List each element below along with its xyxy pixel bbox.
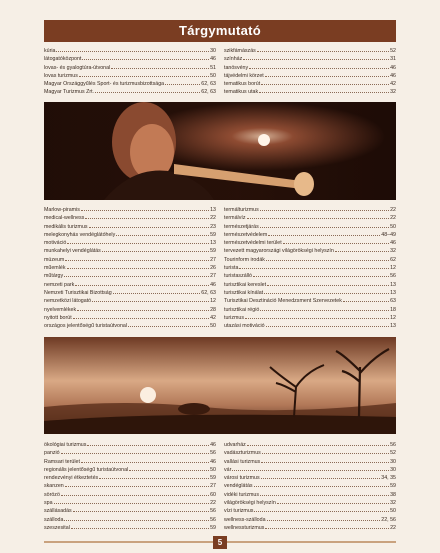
index-page-ref: 56 (390, 442, 396, 448)
index-page-ref: 23 (210, 223, 216, 230)
index-term: szeszesital (44, 524, 70, 531)
index-entry (224, 280, 396, 288)
index-page-ref: 31 (390, 56, 396, 63)
dot-leader (99, 473, 209, 479)
index-entry (224, 213, 396, 221)
index-entry (224, 271, 396, 279)
index-page-ref: 28 (210, 306, 216, 313)
dot-leader (67, 238, 209, 244)
index-term: ökológiai turizmus (44, 442, 87, 448)
index-entry (44, 465, 216, 473)
index-page-ref: 32 (390, 248, 396, 255)
index-entry (44, 71, 216, 79)
page-title: Tárgymutató (44, 20, 396, 42)
index-entry (44, 440, 216, 448)
index-term: természetvédelmi terület (224, 240, 282, 247)
dot-leader (87, 440, 209, 446)
index-term: spa (44, 500, 53, 507)
index-page-ref: 34, 35 (381, 475, 396, 482)
index-page-ref: 42 (210, 314, 216, 321)
index-entry (224, 230, 396, 238)
index-term: Turisztikai Desztináció Menedzsment Szervezetek (224, 298, 342, 305)
index-term: nemzeti park (44, 281, 75, 288)
index-term: tájvédelmi körzet (224, 72, 264, 79)
dot-leader (73, 313, 209, 319)
dot-leader (254, 481, 390, 487)
index-page-ref: 62, 63 (201, 89, 216, 96)
index-entry (44, 457, 216, 465)
index-term: színház (224, 56, 243, 63)
dot-leader (260, 490, 389, 496)
dot-leader (261, 457, 389, 463)
dot-leader (65, 255, 209, 261)
index-page-ref: 46 (390, 240, 396, 247)
dot-leader (239, 263, 389, 269)
index-term: műtárgy (44, 273, 64, 280)
index-entry (44, 280, 216, 288)
dot-leader (261, 79, 389, 85)
index-page-ref: 26 (210, 265, 216, 272)
index-entry (44, 321, 216, 329)
index-term: tervezett magyarországi világörökségi helyszín (224, 248, 334, 255)
dot-leader (95, 87, 200, 93)
index-page-ref: 22, 56 (381, 516, 396, 523)
index-page-ref: 56 (390, 273, 396, 280)
index-entry (224, 54, 396, 62)
index-page-ref: 60 (210, 491, 216, 498)
index-entry (44, 205, 216, 213)
index-term: Tourinform irodák (224, 256, 265, 263)
dot-leader (260, 305, 389, 311)
index-page-ref: 13 (210, 240, 216, 247)
trumpet-player-photo (44, 102, 396, 200)
index-entry (224, 506, 396, 514)
index-page-ref: 46 (210, 442, 216, 448)
index-page-ref: 50 (210, 466, 216, 473)
index-page-ref: 56 (210, 450, 216, 457)
index-term: wellnessturizmus (224, 524, 265, 531)
index-term: termálvíz (224, 215, 246, 222)
dot-leader (253, 271, 389, 277)
index-page-ref: 59 (210, 475, 216, 482)
index-term: múzeum (44, 256, 65, 263)
dot-leader (64, 515, 209, 521)
index-page-ref: 42 (390, 81, 396, 88)
index-entry (44, 498, 216, 506)
index-page-ref: 30 (210, 48, 216, 54)
index-term: medikális turizmus (44, 223, 88, 230)
index-page-ref: 62, 63 (201, 81, 216, 88)
index-term: vadászturizmus (224, 450, 261, 457)
index-column-left-3 (44, 440, 216, 531)
index-page-ref: 50 (390, 508, 396, 515)
dot-leader (243, 54, 389, 60)
index-term: utazási motiváció (224, 323, 265, 330)
index-entry (224, 481, 396, 489)
index-page-ref: 59 (210, 248, 216, 255)
dot-leader (249, 63, 389, 69)
index-page-ref: 13 (210, 207, 216, 213)
index-entry (224, 205, 396, 213)
index-page-ref: 12 (210, 298, 216, 305)
dot-leader (266, 321, 389, 327)
index-term: lovas turizmus (44, 72, 78, 79)
index-term: Magyar Országgyűlés Sport- és turizmusbizottsága (44, 81, 165, 88)
index-term: termálturizmus (224, 207, 259, 213)
dot-leader (259, 87, 389, 93)
index-page-ref: 46 (210, 281, 216, 288)
index-entry (44, 87, 216, 95)
index-entry (44, 230, 216, 238)
index-page-ref: 12 (390, 314, 396, 321)
dot-leader (73, 506, 209, 512)
index-term: Ramsari terület (44, 458, 80, 465)
dot-leader (232, 465, 389, 471)
index-page-ref: 32 (390, 89, 396, 96)
index-term: országos jelentőségű turistaútvonal (44, 323, 128, 330)
index-term: Magyar Turizmus Zrt. (44, 89, 95, 96)
dot-leader (92, 296, 209, 302)
index-term: tanösvény (224, 64, 249, 71)
index-term: Marlow-piramis (44, 207, 80, 213)
index-page-ref: 46 (210, 458, 216, 465)
index-term: turista (224, 265, 239, 272)
index-entry (224, 288, 396, 296)
dot-leader (245, 313, 389, 319)
index-entry (44, 246, 216, 254)
dot-leader (64, 271, 209, 277)
index-page-ref: 22 (390, 207, 396, 213)
index-term: természetjárás (224, 223, 259, 230)
index-entry (44, 523, 216, 531)
index-column-right-1 (224, 46, 396, 96)
index-page-ref: 50 (210, 323, 216, 330)
index-page-ref: 59 (210, 231, 216, 238)
index-page-ref: 48–49 (381, 231, 396, 238)
index-term: motiváció (44, 240, 67, 247)
index-term: nyitott borút (44, 314, 72, 321)
dot-leader (61, 448, 209, 454)
index-page-ref: 46 (210, 56, 216, 63)
index-page-ref: 27 (210, 256, 216, 263)
index-term: nemzetközi látogató (44, 298, 92, 305)
dot-leader (67, 263, 210, 269)
dot-leader (81, 457, 209, 463)
index-page-ref: 32 (390, 500, 396, 507)
dot-leader (165, 79, 200, 85)
index-term: turisztikai régió (224, 306, 260, 313)
index-term: vendéglátás (224, 483, 253, 490)
index-entry (224, 305, 396, 313)
index-page-ref: 50 (210, 72, 216, 79)
index-page-ref: 30 (390, 466, 396, 473)
index-entry (224, 313, 396, 321)
index-entry (224, 515, 396, 523)
index-entry (224, 255, 396, 263)
dot-leader (283, 238, 389, 244)
index-term: szikfámászás (224, 48, 256, 54)
index-term: Nemzeti Turisztikai Bizottság (44, 289, 112, 296)
index-page-ref: 30 (390, 458, 396, 465)
index-term: szállásadás (44, 508, 72, 515)
dot-leader (277, 498, 389, 504)
index-entry (224, 440, 396, 448)
index-term: regionális jelentőségű turistaútvonal (44, 466, 129, 473)
index-term: skanzen (44, 483, 64, 490)
index-entry (44, 263, 216, 271)
index-term: kúria (44, 48, 56, 54)
index-page-ref: 56 (210, 508, 216, 515)
index-page-ref: 52 (390, 48, 396, 54)
dot-leader (247, 440, 389, 446)
index-term: turistaszálló (224, 273, 252, 280)
index-entry (224, 321, 396, 329)
index-entry (44, 515, 216, 523)
index-term: vízi turizmus (224, 508, 254, 515)
index-term: rendezvényi étkeztetés (44, 475, 99, 482)
index-page-ref: 12 (390, 265, 396, 272)
index-entry (224, 79, 396, 87)
index-page-ref: 59 (390, 483, 396, 490)
index-entry (224, 222, 396, 230)
index-page-ref: 51 (210, 64, 216, 71)
index-page-ref: 50 (390, 223, 396, 230)
dot-leader (77, 305, 209, 311)
index-term: tematikus utak (224, 89, 259, 96)
dot-leader (267, 515, 381, 521)
index-column-right-2 (224, 205, 396, 329)
dot-leader (247, 213, 390, 219)
index-page-ref: 27 (210, 273, 216, 280)
index-entry (44, 222, 216, 230)
index-page-ref: 22 (390, 215, 396, 222)
index-page-ref: 13 (390, 289, 396, 296)
index-term: munkahelyi vendéglátás (44, 248, 101, 255)
index-entry (44, 255, 216, 263)
dot-leader (54, 498, 210, 504)
index-term: turisztikai kereslet (224, 281, 267, 288)
index-term: panzió (44, 450, 60, 457)
index-entry (44, 448, 216, 456)
index-entry (224, 263, 396, 271)
index-page-ref: 22 (390, 524, 396, 531)
dot-leader (265, 523, 389, 529)
index-page-ref: 22 (210, 500, 216, 507)
index-page-ref: 46 (390, 64, 396, 71)
dot-leader (56, 46, 209, 52)
dot-leader (268, 230, 380, 236)
dot-leader (343, 296, 389, 302)
index-entry (224, 457, 396, 465)
dot-leader (267, 280, 389, 286)
index-entry (224, 87, 396, 95)
index-entry (44, 490, 216, 498)
index-entry (224, 63, 396, 71)
index-entry (224, 465, 396, 473)
index-term: vallási turizmus (224, 458, 261, 465)
index-page-ref: 22 (210, 215, 216, 222)
index-entry (224, 490, 396, 498)
index-entry (44, 313, 216, 321)
index-term: turizmus (224, 314, 245, 321)
index-page-ref: 46 (390, 72, 396, 79)
index-page-ref: 56 (210, 516, 216, 523)
index-term: szálloda (44, 516, 64, 523)
index-term: nyelvemlékek (44, 306, 77, 313)
index-term: lovas- és gyalogtúra-útvonal (44, 64, 111, 71)
index-entry (224, 71, 396, 79)
index-entry (44, 46, 216, 54)
index-term: világörökségi helyszín (224, 500, 276, 507)
index-entry (44, 288, 216, 296)
dot-leader (61, 490, 209, 496)
dot-leader (75, 280, 209, 286)
dot-leader (266, 255, 389, 261)
index-page-ref: 13 (390, 281, 396, 288)
index-entry (44, 238, 216, 246)
dot-leader (260, 205, 389, 211)
index-entry (224, 473, 396, 481)
index-page-ref: 18 (390, 306, 396, 313)
dot-leader (262, 448, 389, 454)
index-page-ref: 62 (390, 256, 396, 263)
index-column-left-2 (44, 205, 216, 329)
index-term: tematikus borút (224, 81, 261, 88)
index-entry (44, 481, 216, 489)
dot-leader (65, 481, 209, 487)
dot-leader (102, 246, 209, 252)
index-term: medical-wellness (44, 215, 85, 222)
index-entry (44, 271, 216, 279)
index-term: műemlék (44, 265, 66, 272)
index-entry (224, 46, 396, 54)
dot-leader (257, 46, 389, 52)
index-entry (44, 79, 216, 87)
index-term: természetvédelem (224, 231, 268, 238)
dot-leader (264, 288, 389, 294)
index-page-ref: 59 (210, 524, 216, 531)
index-term: turisztikai kínálat (224, 289, 264, 296)
dot-leader (81, 205, 209, 211)
page-number: 5 (213, 536, 227, 549)
index-entry (44, 63, 216, 71)
index-entry (44, 213, 216, 221)
index-entry (44, 54, 216, 62)
index-entry (44, 506, 216, 514)
index-entry (224, 498, 396, 506)
index-term: sörözö (44, 491, 60, 498)
index-entry (44, 296, 216, 304)
index-term: vár (224, 466, 232, 473)
dot-leader (111, 63, 209, 69)
dot-leader (71, 523, 209, 529)
index-column-left-1 (44, 46, 216, 96)
sunset-landscape-photo (44, 337, 396, 434)
index-term: melegkonyhás vendéglátóhely (44, 231, 116, 238)
index-entry (44, 305, 216, 313)
index-entry (224, 238, 396, 246)
index-page-ref: 62, 63 (201, 289, 216, 296)
dot-leader (254, 506, 389, 512)
index-column-right-3 (224, 440, 396, 531)
index-page-ref: 52 (390, 450, 396, 457)
dot-leader (265, 71, 389, 77)
index-term: wellness-szálloda (224, 516, 266, 523)
dot-leader (79, 71, 209, 77)
index-page-ref: 63 (390, 298, 396, 305)
index-page-ref: 13 (390, 323, 396, 330)
dot-leader (129, 465, 209, 471)
index-entry (224, 296, 396, 304)
index-page-ref: 38 (390, 491, 396, 498)
index-term: vidéki turizmus (224, 491, 260, 498)
index-term: látogatóközpont (44, 56, 82, 63)
index-entry (224, 448, 396, 456)
dot-leader (82, 54, 209, 60)
index-entry (224, 523, 396, 531)
dot-leader (89, 222, 210, 228)
index-page-ref: 27 (210, 483, 216, 490)
index-term: udvarház (224, 442, 246, 448)
dot-leader (116, 230, 209, 236)
dot-leader (85, 213, 209, 219)
index-term: városi turizmus (224, 475, 260, 482)
index-entry (224, 246, 396, 254)
dot-leader (113, 288, 201, 294)
dot-leader (128, 321, 209, 327)
dot-leader (260, 222, 389, 228)
index-entry (44, 473, 216, 481)
dot-leader (335, 246, 389, 252)
dot-leader (261, 473, 381, 479)
